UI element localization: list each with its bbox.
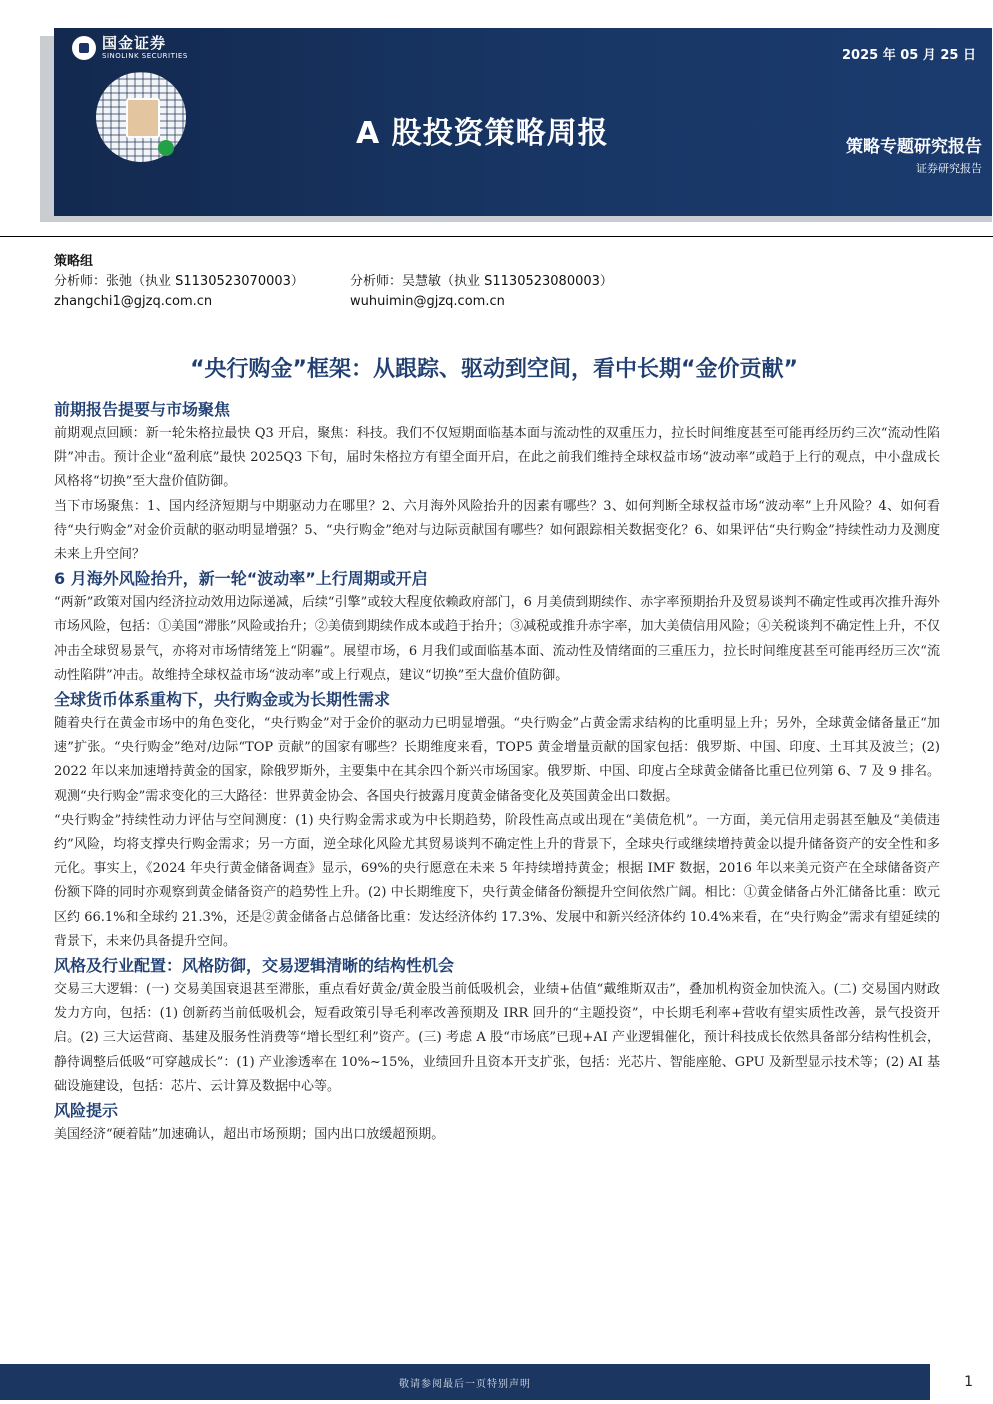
analyst-2: 分析师：吴慧敏（执业 S1130523080003） xyxy=(350,274,613,289)
footer-disclaimer[interactable]: 敬请参阅最后一页特别声明 xyxy=(399,1378,531,1390)
company-logo xyxy=(72,36,188,60)
analyst-1: 分析师：张弛（执业 S1130523070003） xyxy=(54,274,304,289)
report-title: A 股投资策略周报 xyxy=(356,116,609,151)
report-subtype: 证券研究报告 xyxy=(916,162,982,175)
section-title: 风格及行业配置：风格防御，交易逻辑清晰的结构性机会 xyxy=(54,956,455,976)
qr-center-logo xyxy=(126,98,160,138)
logo-name-cn: 国金证券 xyxy=(102,34,167,52)
section-title: 前期报告提要与市场聚焦 xyxy=(54,400,231,419)
wechat-icon xyxy=(158,140,174,156)
header-banner xyxy=(54,28,992,216)
footer-bar xyxy=(0,1364,930,1400)
section-title: 全球货币体系重构下，央行购金或为长期性需求 xyxy=(54,690,391,710)
header-divider xyxy=(0,236,993,237)
section-title: 风险提示 xyxy=(54,1101,119,1121)
qr-code-icon xyxy=(96,72,186,162)
section-paragraph: 当下市场聚焦：1、国内经济短期与中期驱动力在哪里？2、六月海外风险抬升的因素有哪些？3、如何判断全球权益市场“波动率”上升风险？4、如何看待“央行购金”对金价贡献的驱动明显增强？5、“央行购金”绝对与边际贡献国有哪些？如何跟踪相关数据变化？6、如果评估“央行购金”持续性动力及测度未来上升空间？ xyxy=(54,498,940,563)
section-paragraph: 美国经济“硬着陆”加速确认，超出市场预期；国内出口放缓超预期。 xyxy=(54,1127,445,1143)
section-paragraph: 交易三大逻辑：(一) 交易美国衰退甚至滞胀，重点看好黄金/黄金股当前低吸机会，业绩+估值“戴维斯双击”，叠加机构资金加快流入。(二) 交易国内财政发力方向，包括：(1) 创新药当前低吸机会，短看政策引导毛利率改善预期及 IRR 回升的“主题投资”，中长期毛利率+营收有望实质性改善，景气投资开启。(2) 三大运营商、基建及服务性消费等“增长型红利”资产。(三) 考虑 A 股“市场底”已现+AI 产业逻辑催化，预计科技成长依然具备部分结构性机会，静待调整后低吸“可穿越成长”：(1) 产业渗透率在 10%~15%，业绩回升且资本开支扩张，包括：光芯片、智能座舱、GPU 及新型显示技术等；(2) AI 基础设施建设，包括：芯片、云计算及数据中心等。 xyxy=(54,982,940,1094)
section-title: 6 月海外风险抬升，新一轮“波动率”上行周期或开启 xyxy=(54,569,428,589)
logo-mark-icon xyxy=(72,36,96,60)
analyst-2-email[interactable]: wuhuimin@gjzq.com.cn xyxy=(350,294,505,309)
report-body xyxy=(54,398,940,1147)
author-block xyxy=(54,252,613,312)
section-paragraph: “两新”政策对国内经济拉动效用边际递减，后续“引擎”或较大程度依赖政府部门，6 月美债到期续作、赤字率预期抬升及贸易谈判不确定性或再次推升海外市场风险，包括：①美国“滞胀”风险或抬升；②美债到期续作成本或趋于抬升；③减税或推升赤字率，加大美债信用风险；④关税谈判不确定性上升，不仅冲击全球贸易景气，亦将对市场情绪笼上“阴霾”。展望市场，6 月我们或面临基本面、流动性及情绪面的三重压力，拉长时间维度甚至可能再经历三次“流动性陷阱”冲击。故维持全球权益市场“波动率”或上行观点，建议“切换”至大盘价值防御。 xyxy=(54,595,940,683)
report-date: 2025 年 05 月 25 日 xyxy=(842,48,976,63)
report-type: 策略专题研究报告 xyxy=(846,137,982,157)
logo-name-en: SINOLINK SECURITIES xyxy=(102,52,188,60)
section-paragraph: 随着央行在黄金市场中的角色变化，“央行购金”对于金价的驱动力已明显增强。“央行购金”占黄金需求结构的比重明显上升；另外，全球黄金储备量正“加速”扩张。“央行购金”绝对/边际“TOP 贡献”的国家有哪些？长期维度来看，TOP5 黄金增量贡献的国家包括：俄罗斯、中国、印度、土耳其及波兰；(2) 2022 年以来加速增持黄金的国家，除俄罗斯外，主要集中在其余四个新兴市场国家。俄罗斯、中国、印度占全球黄金储备比重已位列第 6、7 及 9 排名。观测“央行购金”需求变化的三大路径：世界黄金协会、各国央行披露月度黄金储备变化及英国黄金出口数据。 xyxy=(54,716,940,804)
analyst-1-email[interactable]: zhangchi1@gjzq.com.cn xyxy=(54,294,213,309)
headline: “央行购金”框架：从跟踪、驱动到空间，看中长期“金价贡献” xyxy=(190,357,798,382)
team-name: 策略组 xyxy=(54,254,94,269)
page-number: 1 xyxy=(964,1374,973,1390)
section-paragraph: “央行购金”持续性动力评估与空间测度：(1) 央行购金需求或为中长期趋势，阶段性高点或出现在“美债危机”。一方面，美元信用走弱甚至触及“美债违约”风险，均将支撑央行购金需求；另一方面，逆全球化风险尤其贸易谈判不确定性上升的背景下，全球央行或继续增持黄金以提升储备资产的安全性和多元化。事实上，《2024 年央行黄金储备调查》显示，69%的央行愿意在未来 5 年持续增持黄金；根据 IMF 数据，2016 年以来美元资产在全球储备资产份额下降的同时亦观察到黄金储备资产的趋势性上升。(2) 中长期维度下，央行黄金储备份额提升空间依然广阔。相比：①黄金储备占外汇储备比重：欧元区约 66.1%和全球约 21.3%，还是②黄金储备占总储备比重：发达经济体约 17.3%、发展中和新兴经济体约 10.4%来看，在“央行购金”需求有望延续的背景下，未来仍具备提升空间。 xyxy=(54,812,940,949)
section-paragraph: 前期观点回顾：新一轮朱格拉最快 Q3 开启，聚焦：科技。我们不仅短期面临基本面与流动性的双重压力，拉长时间维度甚至可能再经历约三次“流动性陷阱”冲击。预计企业“盈利底”最快 2025Q3 下旬，届时朱格拉方有望全面开启，在此之前我们维持全球权益市场“波动率”或趋于上行的观点，中小盘成长风格将“切换”至大盘价值防御。 xyxy=(54,426,940,490)
